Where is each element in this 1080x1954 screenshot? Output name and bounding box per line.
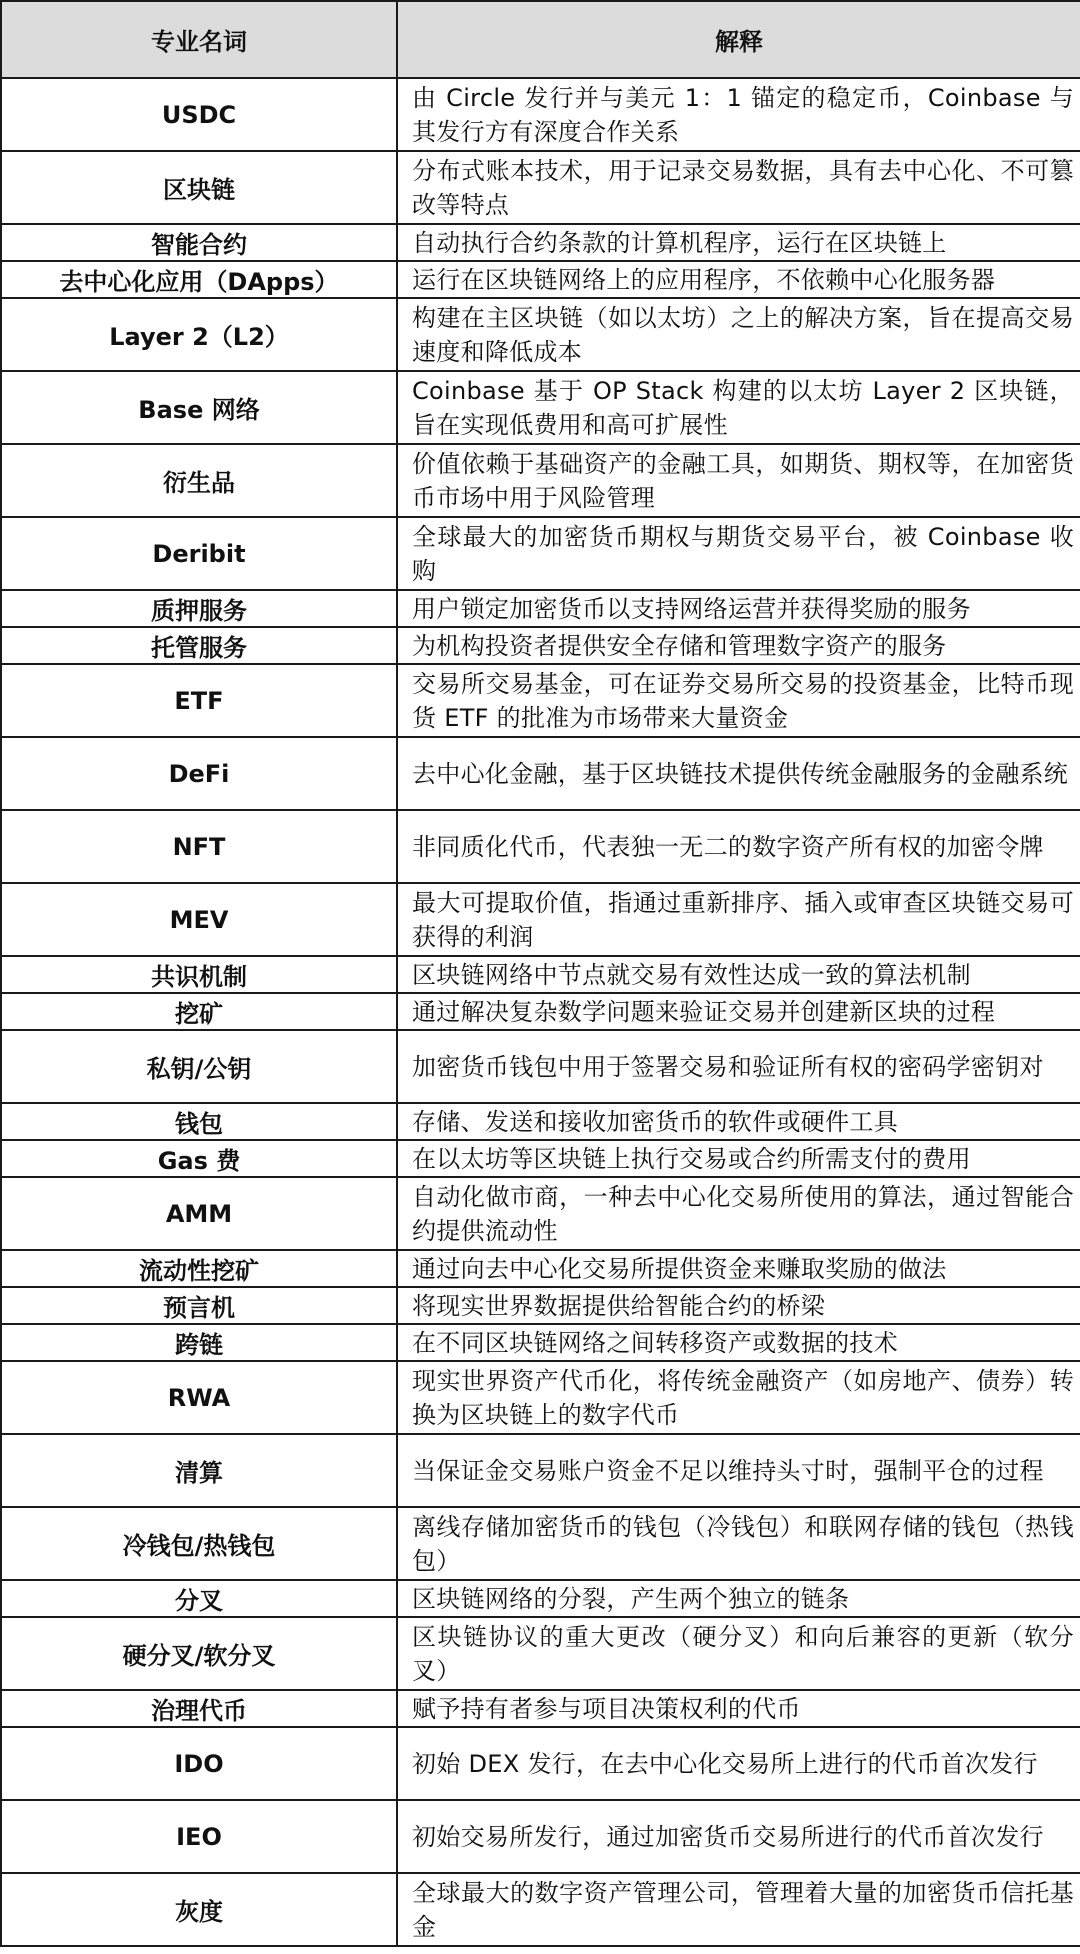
table-row bbox=[1, 1580, 1080, 1617]
explanation-cell: 区块链网络中节点就交易有效性达成一致的算法机制 bbox=[397, 956, 1080, 993]
term-cell: Deribit bbox=[1, 517, 397, 590]
explanation-cell: 由 Circle 发行并与美元 1：1 锚定的稳定币，Coinbase 与其发行方有深度合作关系 bbox=[397, 78, 1080, 151]
term-cell: 质押服务 bbox=[1, 590, 397, 627]
table-row bbox=[1, 956, 1080, 993]
term-cell: 去中心化应用（DApps） bbox=[1, 261, 397, 298]
explanation-cell: 赋予持有者参与项目决策权利的代币 bbox=[397, 1690, 1080, 1727]
table-row bbox=[1, 1361, 1080, 1434]
term-cell: 灰度 bbox=[1, 1873, 397, 1946]
table-row bbox=[1, 1324, 1080, 1361]
table-row bbox=[1, 1873, 1080, 1946]
table-row bbox=[1, 627, 1080, 664]
table-row bbox=[1, 1140, 1080, 1177]
term-cell: 硬分叉/软分叉 bbox=[1, 1617, 397, 1690]
term-cell: 分叉 bbox=[1, 1580, 397, 1617]
table-row bbox=[1, 1103, 1080, 1140]
term-cell: NFT bbox=[1, 810, 397, 883]
table-row bbox=[1, 151, 1080, 224]
glossary-body bbox=[1, 78, 1080, 1946]
explanation-cell: 加密货币钱包中用于签署交易和验证所有权的密码学密钥对 bbox=[397, 1030, 1080, 1103]
table-row bbox=[1, 810, 1080, 883]
explanation-cell: 现实世界资产代币化，将传统金融资产（如房地产、债券）转换为区块链上的数字代币 bbox=[397, 1361, 1080, 1434]
term-cell: 挖矿 bbox=[1, 993, 397, 1030]
explanation-cell: 全球最大的加密货币期权与期货交易平台，被 Coinbase 收购 bbox=[397, 517, 1080, 590]
table-row bbox=[1, 1434, 1080, 1507]
term-cell: IEO bbox=[1, 1800, 397, 1873]
term-cell: 区块链 bbox=[1, 151, 397, 224]
explanation-cell: 离线存储加密货币的钱包（冷钱包）和联网存储的钱包（热钱包） bbox=[397, 1507, 1080, 1580]
table-row bbox=[1, 883, 1080, 956]
term-cell: 治理代币 bbox=[1, 1690, 397, 1727]
explanation-cell: 初始 DEX 发行，在去中心化交易所上进行的代币首次发行 bbox=[397, 1727, 1080, 1800]
explanation-cell: 通过解决复杂数学问题来验证交易并创建新区块的过程 bbox=[397, 993, 1080, 1030]
term-cell: RWA bbox=[1, 1361, 397, 1434]
explanation-cell: 非同质化代币，代表独一无二的数字资产所有权的加密令牌 bbox=[397, 810, 1080, 883]
term-cell: 预言机 bbox=[1, 1287, 397, 1324]
term-cell: 冷钱包/热钱包 bbox=[1, 1507, 397, 1580]
table-row bbox=[1, 1177, 1080, 1250]
table-row bbox=[1, 517, 1080, 590]
table-row bbox=[1, 1030, 1080, 1103]
term-cell: IDO bbox=[1, 1727, 397, 1800]
explanation-cell: 分布式账本技术，用于记录交易数据，具有去中心化、不可篡改等特点 bbox=[397, 151, 1080, 224]
term-cell: 钱包 bbox=[1, 1103, 397, 1140]
explanation-column-header: 解释 bbox=[397, 1, 1080, 78]
explanation-cell: Coinbase 基于 OP Stack 构建的以太坊 Layer 2 区块链，旨在实现低费用和高可扩展性 bbox=[397, 371, 1080, 444]
table-row bbox=[1, 1727, 1080, 1800]
term-cell: USDC bbox=[1, 78, 397, 151]
explanation-cell: 自动化做市商，一种去中心化交易所使用的算法，通过智能合约提供流动性 bbox=[397, 1177, 1080, 1250]
term-cell: 衍生品 bbox=[1, 444, 397, 517]
table-row bbox=[1, 78, 1080, 151]
table-row bbox=[1, 444, 1080, 517]
term-cell: MEV bbox=[1, 883, 397, 956]
term-cell: 清算 bbox=[1, 1434, 397, 1507]
explanation-cell: 存储、发送和接收加密货币的软件或硬件工具 bbox=[397, 1103, 1080, 1140]
term-cell: DeFi bbox=[1, 737, 397, 810]
term-cell: 跨链 bbox=[1, 1324, 397, 1361]
term-cell: 流动性挖矿 bbox=[1, 1250, 397, 1287]
term-cell: 共识机制 bbox=[1, 956, 397, 993]
table-row bbox=[1, 1507, 1080, 1580]
term-cell: 智能合约 bbox=[1, 224, 397, 261]
table-row bbox=[1, 1287, 1080, 1324]
table-row bbox=[1, 261, 1080, 298]
explanation-cell: 构建在主区块链（如以太坊）之上的解决方案，旨在提高交易速度和降低成本 bbox=[397, 298, 1080, 371]
table-row bbox=[1, 298, 1080, 371]
term-cell: Base 网络 bbox=[1, 371, 397, 444]
table-row bbox=[1, 1800, 1080, 1873]
table-row bbox=[1, 993, 1080, 1030]
explanation-cell: 去中心化金融，基于区块链技术提供传统金融服务的金融系统 bbox=[397, 737, 1080, 810]
explanation-cell: 自动执行合约条款的计算机程序，运行在区块链上 bbox=[397, 224, 1080, 261]
term-cell: AMM bbox=[1, 1177, 397, 1250]
table-row bbox=[1, 1250, 1080, 1287]
table-row bbox=[1, 737, 1080, 810]
explanation-cell: 初始交易所发行，通过加密货币交易所进行的代币首次发行 bbox=[397, 1800, 1080, 1873]
explanation-cell: 价值依赖于基础资产的金融工具，如期货、期权等，在加密货币市场中用于风险管理 bbox=[397, 444, 1080, 517]
explanation-cell: 用户锁定加密货币以支持网络运营并获得奖励的服务 bbox=[397, 590, 1080, 627]
table-row bbox=[1, 1690, 1080, 1727]
term-cell: 托管服务 bbox=[1, 627, 397, 664]
term-cell: Layer 2（L2） bbox=[1, 298, 397, 371]
table-row bbox=[1, 590, 1080, 627]
explanation-cell: 交易所交易基金，可在证券交易所交易的投资基金，比特币现货 ETF 的批准为市场带来大量资金 bbox=[397, 664, 1080, 737]
explanation-cell: 在不同区块链网络之间转移资产或数据的技术 bbox=[397, 1324, 1080, 1361]
explanation-cell: 全球最大的数字资产管理公司，管理着大量的加密货币信托基金 bbox=[397, 1873, 1080, 1946]
term-column-header: 专业名词 bbox=[1, 1, 397, 78]
table-row bbox=[1, 664, 1080, 737]
table-row bbox=[1, 1617, 1080, 1690]
explanation-cell: 区块链网络的分裂，产生两个独立的链条 bbox=[397, 1580, 1080, 1617]
header-row bbox=[1, 1, 1080, 78]
explanation-cell: 为机构投资者提供安全存储和管理数字资产的服务 bbox=[397, 627, 1080, 664]
explanation-cell: 将现实世界数据提供给智能合约的桥梁 bbox=[397, 1287, 1080, 1324]
term-cell: Gas 费 bbox=[1, 1140, 397, 1177]
term-cell: 私钥/公钥 bbox=[1, 1030, 397, 1103]
explanation-cell: 在以太坊等区块链上执行交易或合约所需支付的费用 bbox=[397, 1140, 1080, 1177]
term-cell: ETF bbox=[1, 664, 397, 737]
explanation-cell: 最大可提取价值，指通过重新排序、插入或审查区块链交易可获得的利润 bbox=[397, 883, 1080, 956]
table-row bbox=[1, 371, 1080, 444]
explanation-cell: 区块链协议的重大更改（硬分叉）和向后兼容的更新（软分叉） bbox=[397, 1617, 1080, 1690]
explanation-cell: 运行在区块链网络上的应用程序，不依赖中心化服务器 bbox=[397, 261, 1080, 298]
explanation-cell: 当保证金交易账户资金不足以维持头寸时，强制平仓的过程 bbox=[397, 1434, 1080, 1507]
explanation-cell: 通过向去中心化交易所提供资金来赚取奖励的做法 bbox=[397, 1250, 1080, 1287]
table-row bbox=[1, 224, 1080, 261]
